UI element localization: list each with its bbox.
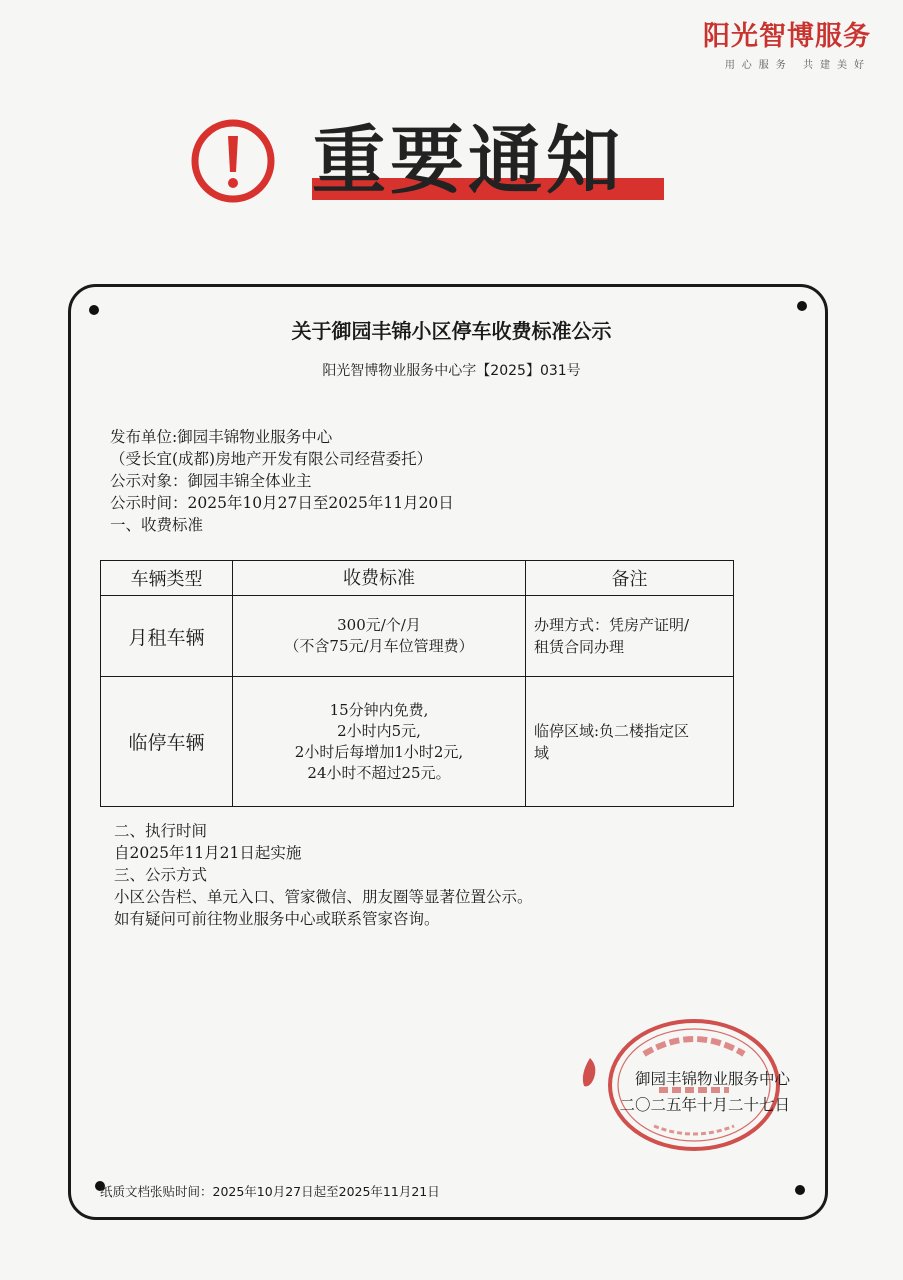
column-header: 车辆类型	[101, 561, 233, 596]
table-row	[101, 596, 734, 677]
brand-name: 阳光智博服务	[703, 21, 871, 52]
corner-dot	[797, 301, 807, 311]
fee-line: 15分钟内免费,	[329, 700, 429, 719]
headline: 重要通知	[312, 118, 624, 204]
brand-logo	[681, 20, 871, 71]
signature-date: 二〇二五年十月二十七日	[619, 1096, 790, 1114]
vehicle-type: 临停车辆	[101, 677, 233, 807]
note-cell	[526, 596, 734, 677]
section-text: 自2025年11月21日起实施	[114, 844, 302, 862]
section-heading: 一、收费标准	[110, 516, 204, 534]
section-heading: 三、公示方式	[114, 866, 208, 884]
brand-slogan: 用心服务 共建美好	[724, 60, 871, 71]
audience: 公示对象：御园丰锦全体业主	[110, 472, 312, 490]
fee-cell	[233, 596, 526, 677]
posting-period: 纸质文档张贴时间：2025年10月27日起至2025年11月21日	[100, 1184, 440, 1199]
table-header-row	[101, 561, 734, 596]
table-row	[101, 677, 734, 807]
fee-line: 300元/个/月	[337, 616, 421, 634]
note-line: 临停区域:负二楼指定区	[534, 721, 690, 740]
exclamation-icon	[190, 118, 276, 204]
fee-line: 2小时内5元,	[337, 721, 421, 740]
vehicle-type: 月租车辆	[101, 596, 233, 677]
section-text: 如有疑问可前往物业服务中心或联系管家咨询。	[114, 910, 440, 928]
fee-table	[100, 560, 734, 807]
fee-line: （不含75元/月车位管理费）	[284, 637, 474, 655]
issuer-note: （受长宜(成都)房地产开发有限公司经营委托）	[110, 450, 433, 468]
notice-header	[190, 118, 680, 208]
signature-block	[590, 1066, 790, 1118]
document-meta	[110, 426, 454, 536]
column-header: 备注	[526, 561, 734, 596]
note-cell	[526, 677, 734, 807]
section-heading: 二、执行时间	[114, 822, 208, 840]
document-sections	[114, 820, 533, 930]
column-header: 收费标准	[233, 561, 526, 596]
note-line: 办理方式：凭房产证明/	[534, 616, 690, 634]
section-text: 小区公告栏、单元入口、管家微信、朋友圈等显著位置公示。	[114, 888, 533, 906]
note-line: 租赁合同办理	[534, 638, 625, 656]
corner-dot	[795, 1185, 805, 1195]
fee-cell	[233, 677, 526, 807]
note-line: 域	[534, 743, 550, 762]
issuer: 发布单位:御园丰锦物业服务中心	[110, 428, 333, 446]
corner-dot	[89, 305, 99, 315]
publicity-period: 公示时间：2025年10月27日至2025年11月20日	[110, 494, 454, 512]
document-number: 阳光智博物业服务中心字【2025】031号	[322, 363, 581, 379]
signature-org: 御园丰锦物业服务中心	[634, 1070, 790, 1088]
document-title: 关于御园丰锦小区停车收费标准公示	[291, 319, 612, 343]
fee-line: 24小时不超过25元。	[307, 763, 451, 782]
fee-line: 2小时后每增加1小时2元,	[294, 742, 464, 761]
